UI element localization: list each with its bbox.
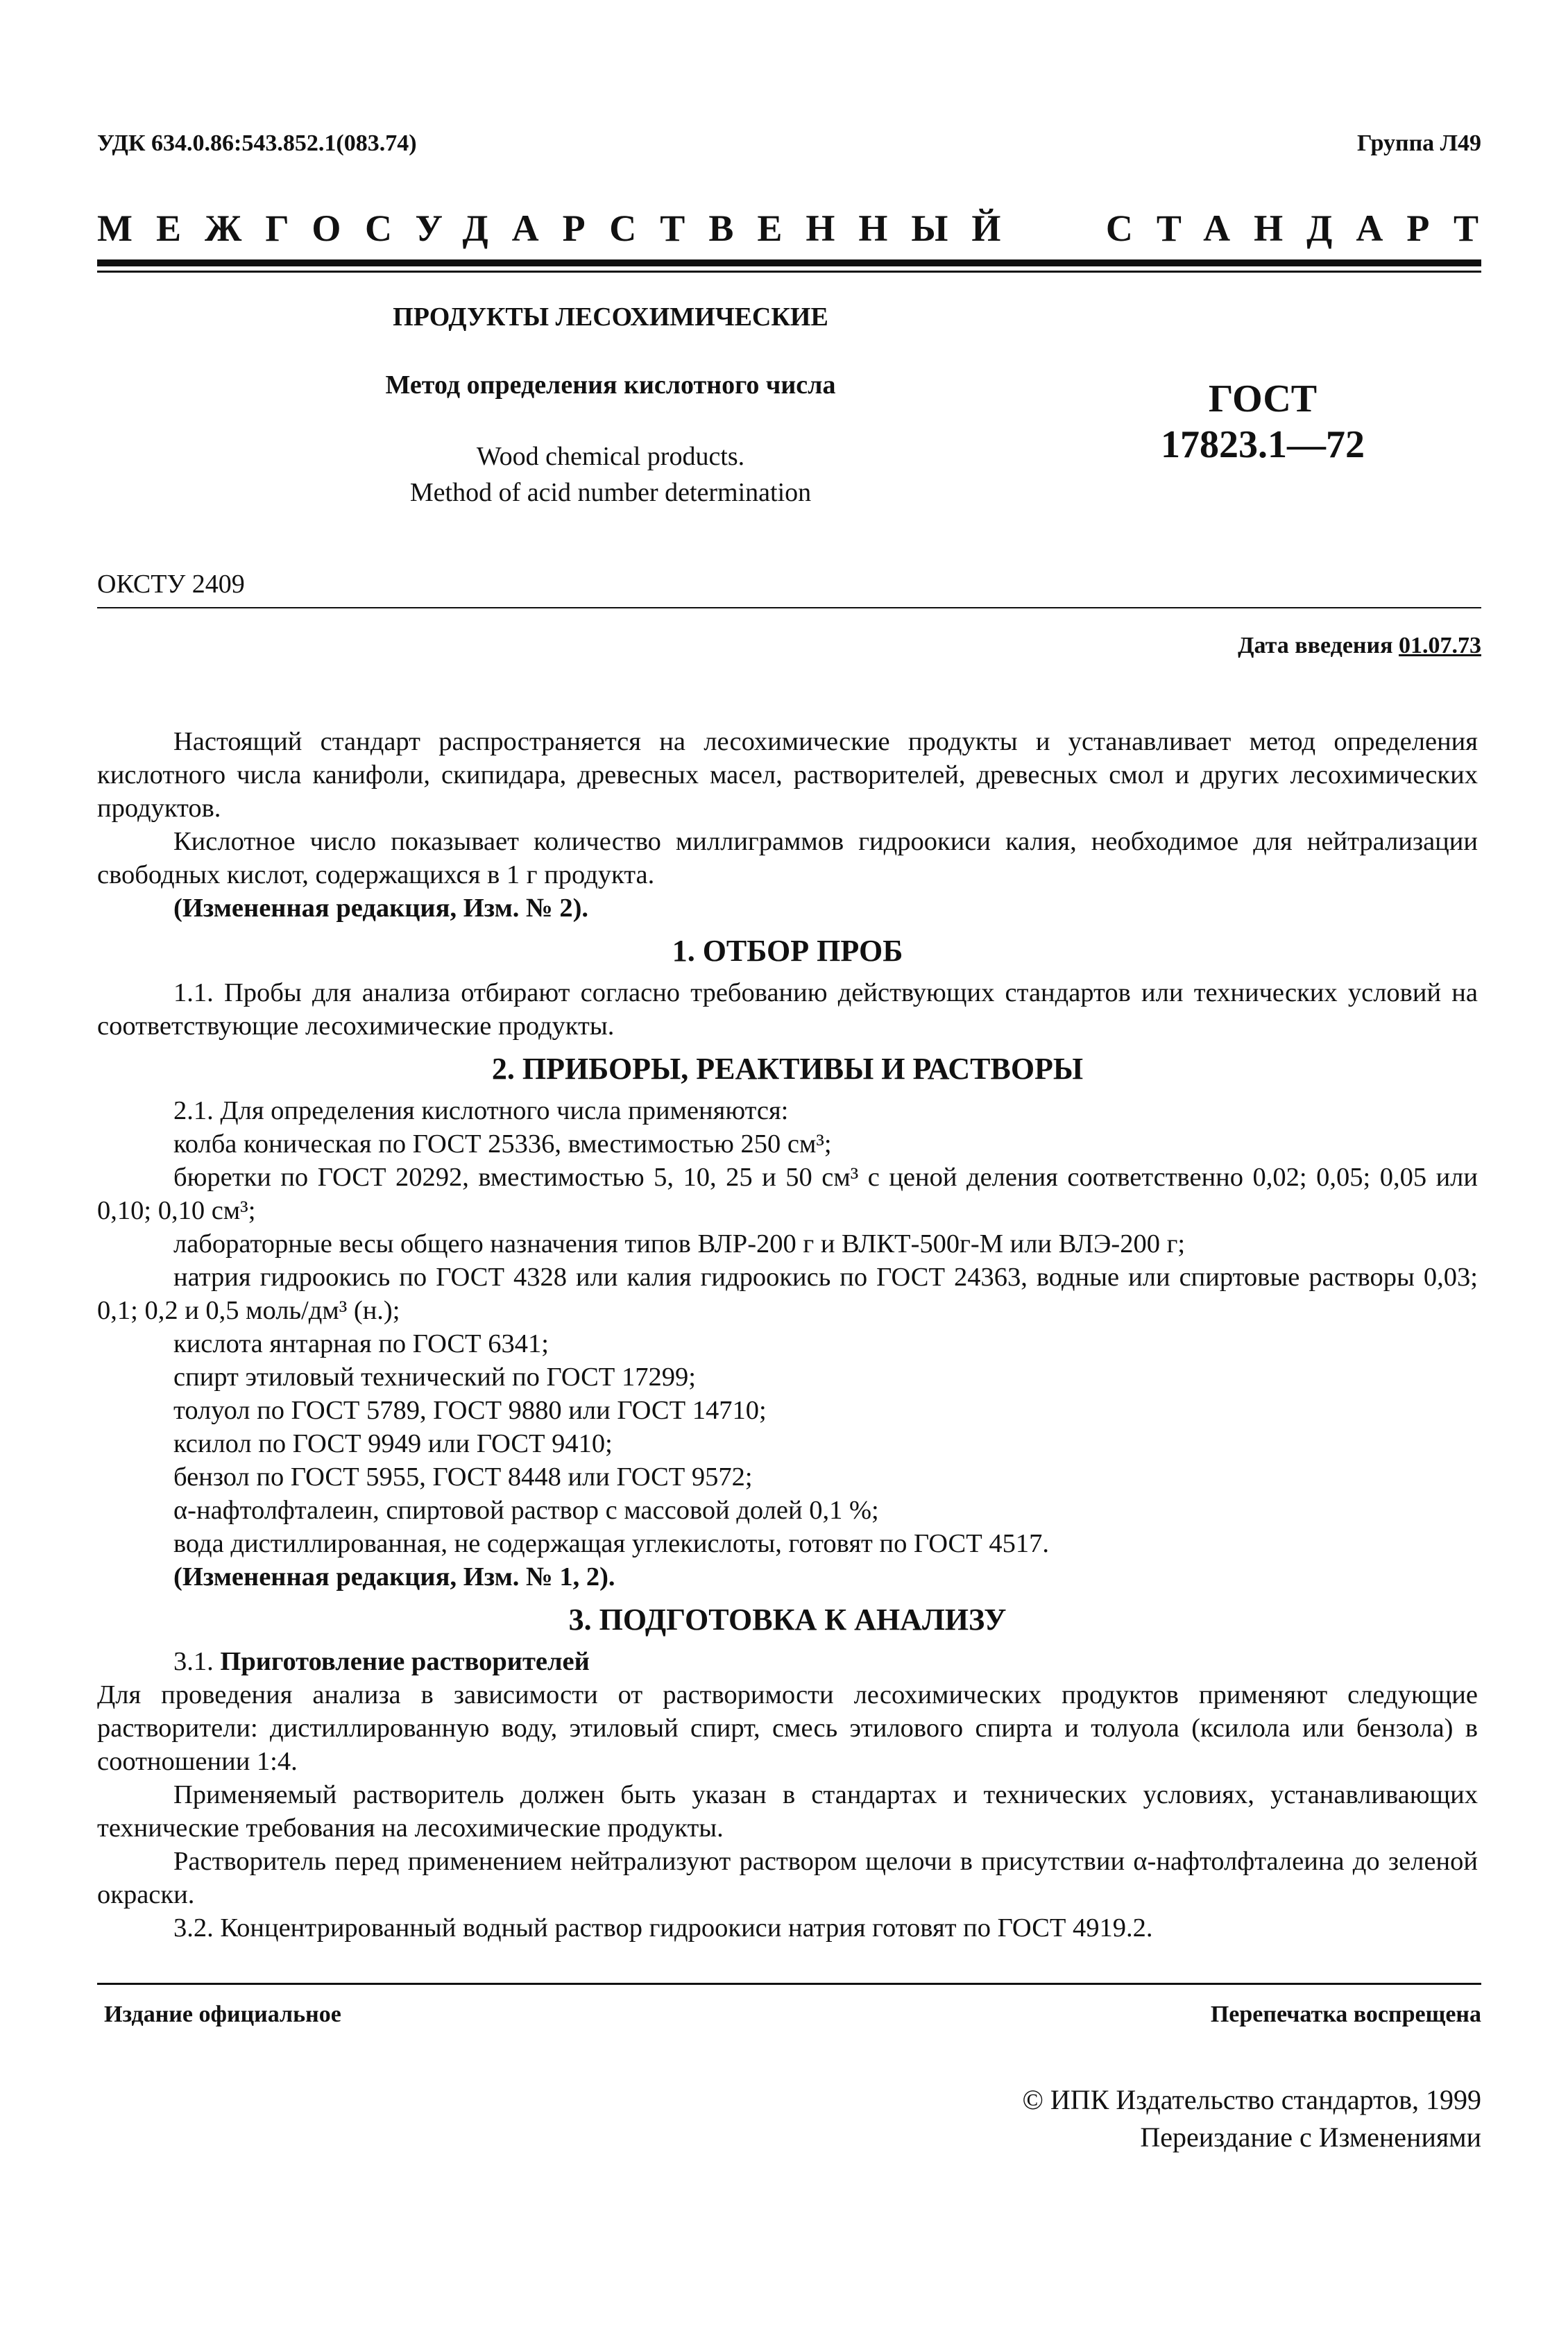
official-edition-label: Издание официальное [104,2002,341,2027]
intro-paragraph-2: Кислотное число показывает количество миллиграммов гидроокиси калия, необходимое для нейтрализации свободных кислот, содержащихся в 1 г продукта. [97,827,1478,889]
section-3-paragraph-4: Растворитель перед применением нейтрализуют раствором щелочи в присутствии α-нафтолфталеина до зеленой окраски. [97,1847,1478,1909]
footer-rule [97,1983,1481,1985]
section-2-item: бюретки по ГОСТ 20292, вместимостью 5, 10, 25 и 50 см³ с ценой деления соответственно 0,02; 0,05; 0,05 или 0,10; 0,10 см³; [97,1163,1478,1225]
header-rule-thick [97,259,1481,266]
section-2-item: бензол по ГОСТ 5955, ГОСТ 8448 или ГОСТ 9572; [173,1462,753,1492]
english-title-line1: Wood chemical products. [476,442,745,471]
standard-type-left: МЕЖГОСУДАРСТВЕННЫЙ [97,207,1025,249]
section-2-item: толуол по ГОСТ 5789, ГОСТ 9880 или ГОСТ 14710; [173,1396,767,1425]
gost-label-line1: ГОСТ [1208,377,1318,420]
section-3-paragraph-5: 3.2. Концентрированный водный раствор гидроокиси натрия готовят по ГОСТ 4919.2. [173,1913,1153,1943]
effective-date [1238,633,1481,659]
section-2-heading: 2. ПРИБОРЫ, РЕАКТИВЫ И РАСТВОРЫ [491,1052,1084,1086]
section-2-item: спирт этиловый технический по ГОСТ 17299; [173,1363,696,1392]
english-title [0,438,1221,511]
gost-number [1089,376,1436,468]
intro-paragraph-1: Настоящий стандарт распространяется на лесохимические продукты и устанавливает метод определения кислотного числа канифоли, скипидара, древесных масел, растворителей, древесных смол и других лесохимических продуктов. [97,727,1478,823]
section-2-item: ксилол по ГОСТ 9949 или ГОСТ 9410; [173,1429,613,1458]
document-subtitle: Метод определения кислотного числа [385,370,836,400]
document-title: ПРОДУКТЫ ЛЕСОХИМИЧЕСКИЕ [393,302,828,332]
section-2-item: α-нафтолфталеин, спиртовой раствор с массовой долей 0,1 %; [173,1496,879,1525]
section-3-paragraph-2: Для проведения анализа в зависимости от растворимости лесохимических продуктов применяют следующие растворители: дистиллированную воду, этиловый спирт, смесь этилового спирта и толуола (ксилола или бензола) в соотношении 1:4. [97,1680,1478,1776]
section-3-heading: 3. ПОДГОТОВКА К АНАЛИЗУ [568,1603,1007,1637]
gost-label-line2: 17823.1—72 [1161,423,1365,466]
okstu-code: ОКСТУ 2409 [97,570,245,599]
mid-rule [97,607,1481,608]
amendment-note-2: (Измененная редакция, Изм. № 1, 2). [173,1562,615,1592]
standard-type-right: СТАНДАРТ [1105,207,1502,249]
section-1-heading: 1. ОТБОР ПРОБ [672,934,903,968]
section-3-subheading [97,1645,1478,1678]
section-3-1-title: Приготовление растворителей [220,1647,590,1676]
amendment-note-1: (Измененная редакция, Изм. № 2). [173,894,589,923]
section-2-item: лабораторные весы общего назначения типов ВЛР-200 г и ВЛКТ-500г-М или ВЛЭ-200 г; [173,1229,1186,1258]
group-code: Группа Л49 [1357,130,1481,156]
section-2-item: натрия гидроокись по ГОСТ 4328 или калия гидроокись по ГОСТ 24363, водные или спиртовые растворы 0,03; 0,1; 0,2 и 0,5 моль/дм³ (н.); [97,1263,1478,1325]
reissue-line: Переиздание с Изменениями [1140,2122,1481,2153]
reprint-prohibited-label: Перепечатка воспрещена [1210,2002,1481,2027]
section-2-item: вода дистиллированная, не содержащая углекислоты, готовят по ГОСТ 4517. [173,1529,1049,1558]
english-title-line2: Method of acid number determination [409,478,812,507]
document-body [97,725,1478,1945]
copyright-line: © ИПК Издательство стандартов, 1999 [1022,2084,1481,2115]
section-3-paragraph-3: Применяемый растворитель должен быть указан в стандартах и технических условиях, устанавливающих технические требования на лесохимические продукты. [97,1780,1478,1843]
section-2-paragraph-1: 2.1. Для определения кислотного числа применяются: [173,1096,789,1125]
date-value: 01.07.73 [1399,633,1481,658]
section-2-item: колба коническая по ГОСТ 25336, вместимостью 250 см³; [173,1129,832,1159]
section-2-item: кислота янтарная по ГОСТ 6341; [173,1329,549,1358]
date-label: Дата введения [1238,633,1393,658]
copyright-block [1023,2081,1481,2156]
udk-code: УДК 634.0.86:543.852.1(083.74) [97,130,417,156]
section-3-1-number: 3.1. [173,1647,214,1676]
header-rule-thin [97,271,1481,273]
section-1-paragraph-1: 1.1. Пробы для анализа отбирают согласно требованию действующих стандартов или технических условий на соответствующие лесохимические продукты. [97,978,1478,1041]
